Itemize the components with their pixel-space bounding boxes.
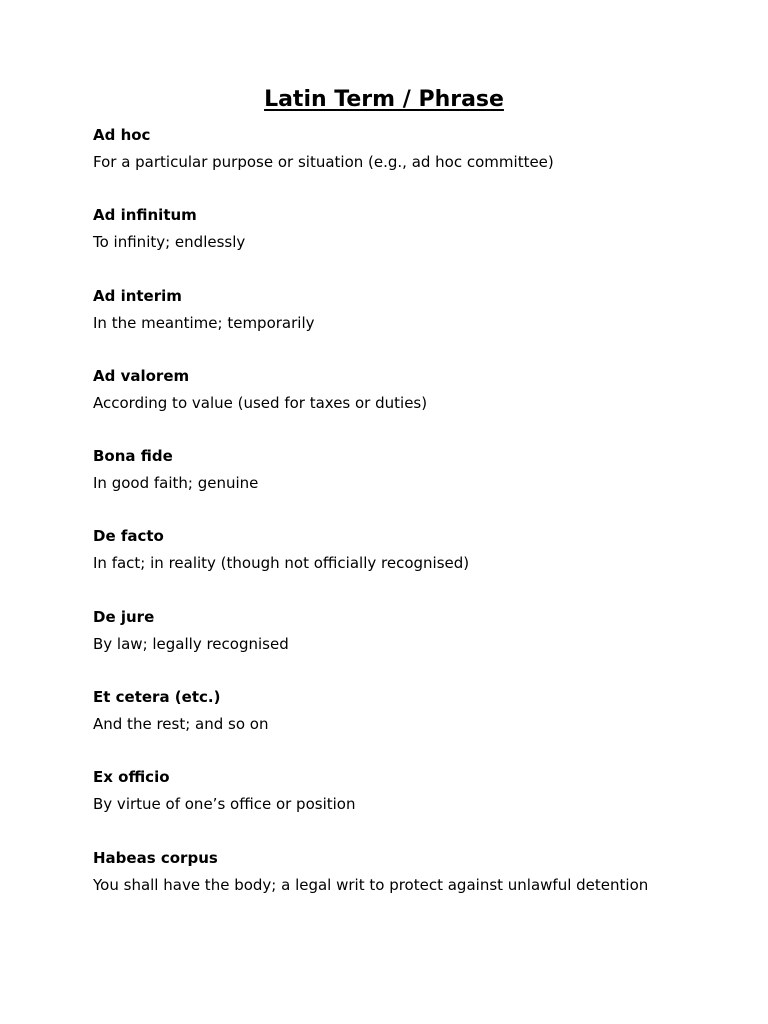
definition: By law; legally recognised: [93, 634, 289, 653]
glossary-entry: [93, 848, 733, 928]
term: Habeas corpus: [93, 848, 218, 867]
glossary-entry: [93, 125, 733, 205]
definition: You shall have the body; a legal writ to protect against unlawful detention: [93, 875, 649, 894]
term: De facto: [93, 527, 164, 546]
glossary-list: [93, 125, 733, 928]
glossary-entry: [93, 687, 733, 767]
glossary-entry: [93, 767, 733, 847]
term: Ad hoc: [93, 126, 151, 144]
definition: In good faith; genuine: [93, 474, 259, 493]
glossary-entry: [93, 366, 733, 446]
glossary-entry: [93, 446, 733, 526]
definition: For a particular purpose or situation (e.g., ad hoc committee): [93, 153, 554, 171]
definition: To infinity; endlessly: [93, 233, 246, 252]
glossary-entry: [93, 205, 733, 285]
glossary-entry: [93, 607, 733, 687]
term: Ad infinitum: [93, 206, 197, 225]
definition: By virtue of one’s office or position: [93, 795, 356, 814]
definition: And the rest; and so on: [93, 715, 269, 734]
term: Ex officio: [93, 768, 170, 787]
term: Bona fide: [93, 447, 173, 466]
definition: In fact; in reality (though not officially recognised): [93, 554, 470, 573]
term: De jure: [93, 607, 155, 626]
definition: According to value (used for taxes or duties): [93, 393, 428, 412]
page-title: Latin Term / Phrase: [264, 87, 504, 112]
glossary-entry: [93, 526, 733, 606]
term: Ad valorem: [93, 366, 190, 385]
term: Et cetera (etc.): [93, 688, 221, 707]
term: Ad interim: [93, 286, 182, 305]
glossary-entry: [93, 286, 733, 366]
definition: In the meantime; temporarily: [93, 313, 315, 332]
